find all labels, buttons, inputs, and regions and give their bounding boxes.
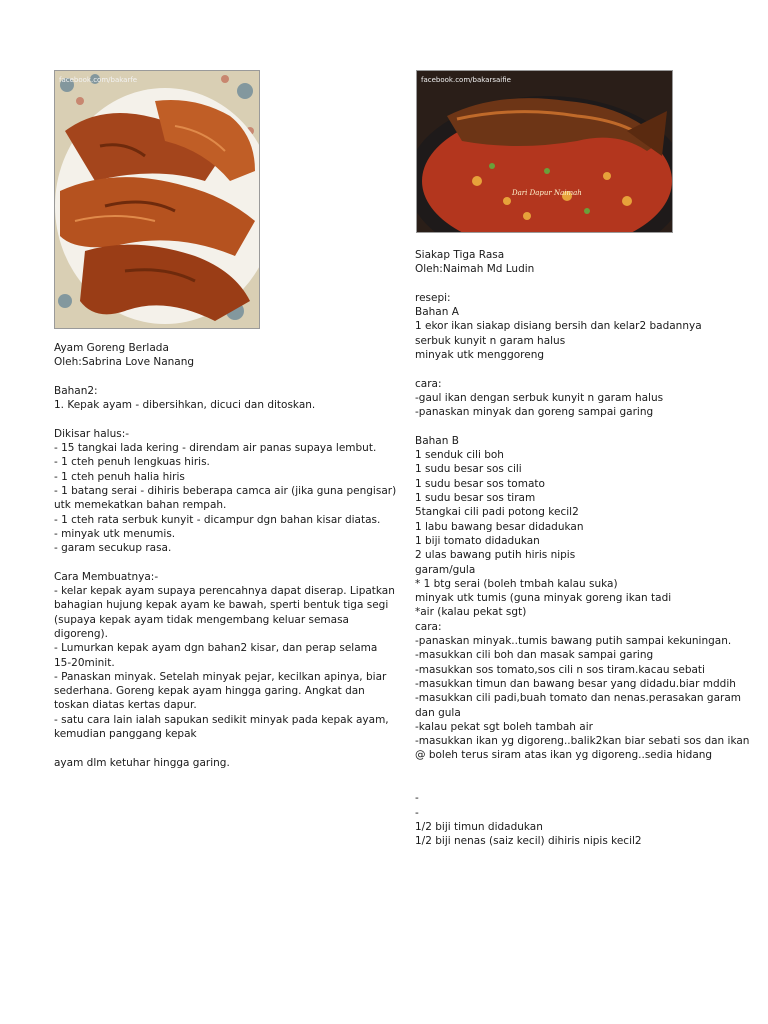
recipe-line: toskan diatas kertas dapur.: [54, 699, 197, 712]
recipe-line: Ayam Goreng Berlada: [54, 342, 169, 354]
recipe-line: -: [415, 806, 419, 819]
recipe-line: Bahan A: [415, 306, 459, 319]
recipe-line: cara:: [415, 620, 442, 633]
recipe-line: - kelar kepak ayam supaya perencahnya dapat diserap. Lipatkan: [54, 585, 395, 598]
recipe-line: bahagian hujung kepak ayam ke bawah, sperti bentuk tiga segi: [54, 599, 389, 612]
recipe-line: 1/2 biji nenas (saiz kecil) dihiris nipis kecil2: [415, 835, 642, 848]
recipe-line: 1 senduk cili boh: [415, 449, 504, 462]
recipe-line: Cara Membuatnya:-: [54, 570, 159, 583]
recipe-line: -masukkan ikan yg digoreng..balik2kan biar sebati sos dan ikan: [415, 735, 750, 748]
recipe-line: - 1 cteh penuh halia hiris: [54, 470, 185, 483]
recipe-line: 5tangkai cili padi potong kecil2: [415, 506, 579, 519]
recipe-line: *air (kalau pekat sgt): [415, 606, 527, 619]
recipe-line: garam/gula: [415, 563, 476, 576]
recipe-line: * 1 btg serai (boleh tmbah kalau suka): [415, 577, 618, 590]
recipe-line: digoreng).: [54, 627, 108, 640]
siakap-fish-photo: [416, 70, 673, 233]
recipe-line: - 1 batang serai - dihiris beberapa camca air (jika guna pengisar): [54, 484, 397, 497]
recipe-line: 1 labu bawang besar didadukan: [415, 520, 584, 533]
recipe-line: 1 sudu besar sos cili: [415, 463, 522, 476]
recipe-line: - 1 cteh penuh lengkuas hiris.: [54, 456, 210, 469]
recipe-line: -panaskan minyak..tumis bawang putih sampai kekuningan.: [415, 635, 732, 648]
recipe-line: [415, 362, 745, 376]
recipe-line: resepi:: [415, 291, 451, 304]
recipe-line: - 1 cteh rata serbuk kunyit - dicampur dgn bahan kisar diatas.: [54, 513, 381, 526]
recipe-line: - minyak utk menumis.: [54, 527, 176, 540]
recipe-line: minyak utk menggoreng: [415, 349, 545, 362]
recipe-line: (supaya kepak ayam tidak mengembang keluar semasa: [54, 613, 349, 626]
recipe-line: [415, 277, 745, 291]
recipe-line: - satu cara lain ialah sapukan sedikit minyak pada kepak ayam,: [54, 713, 389, 726]
recipe-line: [54, 412, 374, 426]
recipe-line: serbuk kunyit n garam halus: [415, 334, 566, 347]
recipe-line: ayam dlm ketuhar hingga garing.: [54, 756, 230, 769]
recipe-line: -masukkan sos tomato,sos cili n sos tiram.kacau sebati: [415, 663, 705, 676]
recipe-line: 1/2 biji timun didadukan: [415, 820, 543, 833]
left-recipe-text: [54, 341, 397, 770]
recipe-line: -gaul ikan dengan serbuk kunyit n garam halus: [415, 391, 664, 404]
recipe-line: 1 sudu besar sos tiram: [415, 492, 536, 505]
recipe-line: 15-20minit.: [54, 656, 115, 669]
recipe-line: [415, 420, 745, 434]
recipe-line: 1. Kepak ayam - dibersihkan, dicuci dan ditoskan.: [54, 399, 316, 412]
photo-watermark: facebook.com/bakarfe: [59, 76, 138, 84]
recipe-line: kemudian panggang kepak: [54, 728, 197, 741]
recipe-line: utk memekatkan bahan rempah.: [54, 499, 227, 512]
recipe-line: dan gula: [415, 706, 461, 719]
recipe-line: -masukkan cili padi,buah tomato dan nenas.perasakan garam: [415, 692, 741, 705]
photo-watermark: facebook.com/bakarsaifie: [421, 76, 511, 84]
recipe-line: -: [415, 792, 419, 805]
recipe-line: -panaskan minyak dan goreng sampai garing: [415, 406, 654, 419]
recipe-line: cara:: [415, 377, 442, 390]
recipe-line: - Panaskan minyak. Setelah minyak pejar, kecilkan apinya, biar: [54, 670, 387, 683]
recipe-line: Dikisar halus:-: [54, 427, 130, 440]
recipe-line: -masukkan cili boh dan masak sampai garing: [415, 649, 654, 662]
recipe-line: [415, 777, 745, 791]
recipe-line: Oleh:Sabrina Love Nanang: [54, 356, 195, 369]
recipe-line: 1 sudu besar sos tomato: [415, 477, 545, 490]
recipe-line: Siakap Tiga Rasa: [415, 249, 505, 261]
recipe-line: [54, 370, 374, 384]
recipe-line: Oleh:Naimah Md Ludin: [415, 263, 535, 276]
recipe-line: Bahan2:: [54, 384, 98, 397]
recipe-line: Bahan B: [415, 434, 459, 447]
recipe-line: - garam secukup rasa.: [54, 542, 172, 555]
recipe-line: 2 ulas bawang putih hiris nipis: [415, 549, 576, 562]
chicken-wings-photo: [54, 70, 260, 329]
recipe-line: 1 ekor ikan siakap disiang bersih dan kelar2 badannya: [415, 320, 702, 333]
recipe-line: [54, 555, 374, 569]
photo-caption: Dari Dapur Naimah: [512, 189, 582, 197]
recipe-line: - Lumurkan kepak ayam dgn bahan2 kisar, dan perap selama: [54, 642, 378, 655]
recipe-line: -kalau pekat sgt boleh tambah air: [415, 720, 593, 733]
recipe-line: minyak utk tumis (guna minyak goreng ikan tadi: [415, 592, 672, 605]
recipe-line: [415, 763, 745, 777]
recipe-line: sederhana. Goreng kepak ayam hingga garing. Angkat dan: [54, 685, 365, 698]
recipe-line: @ boleh terus siram atas ikan yg digoreng..sedia hidang: [415, 749, 713, 762]
right-recipe-text: [415, 248, 750, 848]
recipe-line: -masukkan timun dan bawang besar yang didadu.biar mddih: [415, 677, 736, 690]
recipe-line: - 15 tangkai lada kering - direndam air panas supaya lembut.: [54, 442, 377, 455]
recipe-line: [54, 741, 374, 755]
recipe-line: 1 biji tomato didadukan: [415, 534, 540, 547]
